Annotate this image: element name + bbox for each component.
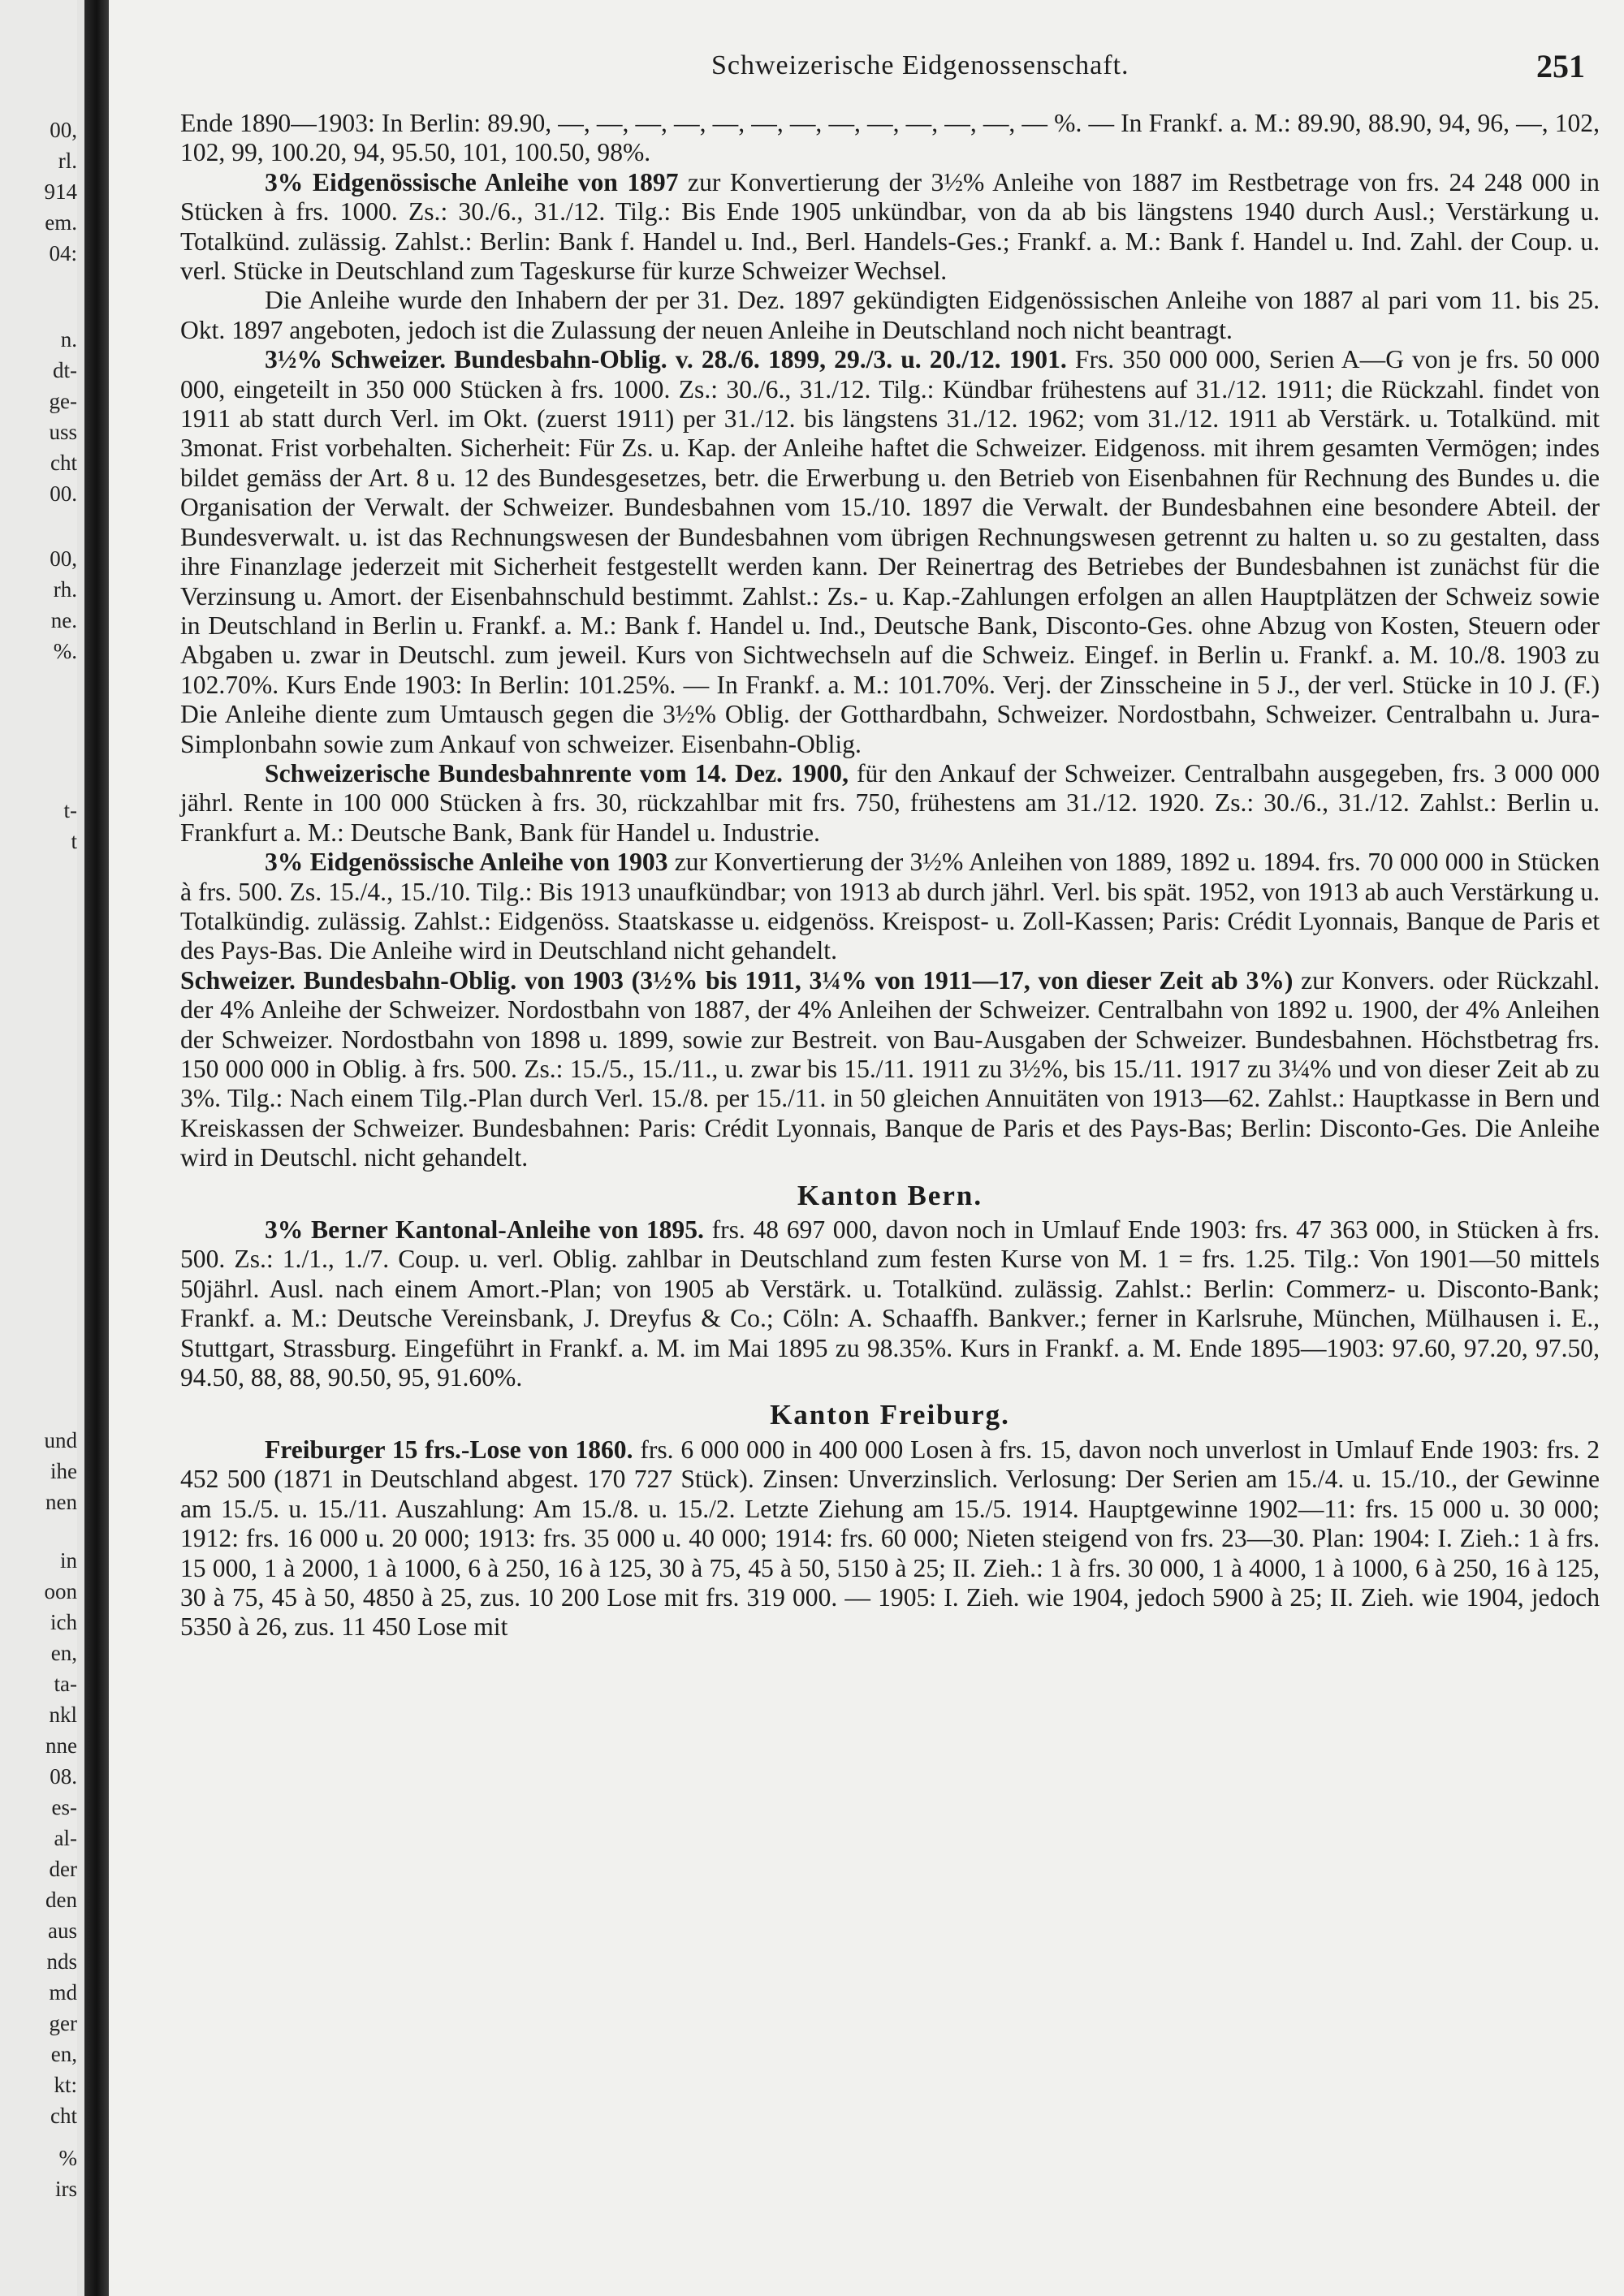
paragraph-bundesbahn-oblig-1903: Schweizer. Bundesbahn-Oblig. von 1903 (3½% bis 1911, 3¼% von 1911—17, von dieser Zeit ab 3%) zur Konvers. oder Rückzahl. der 4% Anleihe der Schweizer. Nordostbahn von 1887, der 4% Anleihen der Schweizer. Centralbahn von 1892 u. 1900, der 4% Anleihen der Schweizer. Nordostbahn von 1898 u. 1899, sowie zur Bestreit. von Bau-Ausgaben der Schweizer. Bundesbahnen. Höchstbetrag frs. 150 000 000 in Oblig. à frs. 500. Zs.: 15./5., 15./11., u. zwar bis 15./11. 1911 zu 3½%, bis 15./11. 1917 zu 3¼% und von dieser Zeit ab zu 3%. Tilg.: Nach einem Tilg.-Plan durch Verl. 15./8. per 15./11. in 50 gleichen Annuitäten von 1913—62. Zahlst.: Hauptkasse in Bern und Kreiskassen der Schweizer. Bundesbahnen: Paris: Crédit Lyonnais, Banque de Paris et des Pays-Bas; Berlin: Disconto-Ges. Die Anleihe wird in Deutschl. nicht gehandelt. xyxy=(180,965,1600,1172)
margin-fragment: en, xyxy=(50,2042,77,2066)
margin-fragment: nen xyxy=(45,1490,77,1514)
paragraph-kurs-1890-1903: Ende 1890—1903: In Berlin: 89.90, —, —, —, —, —, —, —, —, —, —, —, —, — %. — In Frankf. a. M.: 89.90, 88.90, 94, 96, —, 102, 102, 99, 100.20, 94, 95.50, 101, 100.50, 98%. xyxy=(180,109,1600,167)
margin-fragment: 00. xyxy=(50,481,77,506)
margin-fragment: %. xyxy=(53,639,77,663)
margin-fragment: 00, xyxy=(50,546,77,571)
book-page xyxy=(109,0,1624,2296)
margin-fragment: irs xyxy=(55,2177,77,2201)
margin-fragment: n. xyxy=(60,327,77,352)
margin-fragment: md xyxy=(49,1980,77,2005)
margin-fragment: aus xyxy=(48,1918,77,1943)
section-heading-bern: Kanton Bern. xyxy=(797,1179,983,1211)
margin-fragment: t- xyxy=(63,798,77,822)
margin-fragment: den xyxy=(45,1888,77,1912)
margin-fragment: ihe xyxy=(50,1459,77,1483)
margin-fragment: % xyxy=(58,2146,77,2170)
paragraph-freiburger-lose-1860: Freiburger 15 frs.-Lose von 1860. frs. 6 000 000 in 400 000 Losen à frs. 15, davon noch unverlost in Umlauf Ende 1903: frs. 2 452 500 (1871 in Deutschland abgest. 170 727 Stück). Zinsen: Unverzinslich. Verlosung: Der Serien am 15./4. u. 15./10., der Gewinne am 15./5. u. 15./11. Auszahlung: Am 15./8. u. 15./2. Letzte Ziehung am 15./5. 1914. Hauptgewinne 1902—11: frs. 15 000 u. 30 000; 1912: frs. 16 000 u. 20 000; 1913: frs. 35 000 u. 40 000; 1914: frs. 60 000; Nieten steigend von frs. 23—30. Plan: 1904: I. Zieh.: 1 à frs. 15 000, 1 à 2000, 1 à 1000, 6 à 250, 16 à 125, 30 à 75, 45 à 50, 5150 à 25; II. Zieh.: 1 à frs. 30 000, 1 à 4000, 1 à 1000, 6 à 250, 16 à 125, 30 à 75, 45 à 50, 4850 à 25, zus. 10 200 Lose mit frs. 319 000. — 1905: I. Zieh. wie 1904, jedoch 5900 à 25; II. Zieh. wie 1904, jedoch 5350 à 26, zus. 11 450 Lose mit xyxy=(180,1435,1600,1642)
margin-fragment: in xyxy=(59,1548,77,1573)
margin-fragment: cht xyxy=(50,2104,77,2128)
paragraph-anleihe-1903: 3% Eidgenössische Anleihe von 1903 zur Konvertierung der 3½% Anleihen von 1889, 1892 u. 1894. frs. 70 000 000 in Stücken à frs. 500. Zs. 15./4., 15./10. Tilg.: Bis 1913 unaufkündbar; von 1913 ab durch jährl. Verl. bis spät. 1952, von 1913 ab auch Verstärkung u. Totalkündig. zulässig. Zahlst.: Eidgenöss. Staatskasse u. eidgenöss. Kreispost- u. Zoll-Kassen; Paris: Crédit Lyonnais, Banque de Paris et des Pays-Bas. Die Anleihe wird in Deutschland nicht gehandelt. xyxy=(180,848,1600,965)
book-binding-shadow xyxy=(84,0,109,2296)
paragraph-berner-anleihe-1895: 3% Berner Kantonal-Anleihe von 1895. frs. 48 697 000, davon noch in Umlauf Ende 1903: frs. 47 363 000, in Stücken à frs. 500. Zs.: 1./1., 1./7. Coup. u. verl. Oblig. zahlbar in Deutschland zum festen Kurse von M. 1 = frs. 1.25. Tilg.: Von 1901—50 mittels 50jährl. Ausl. nach einem Amort.-Plan; von 1905 ab Verstärk. u. Totalkünd. zulässig. Zahlst.: Berlin: Commerz- u. Disconto-Bank; Frankf. a. M.: Deutsche Vereinsbank, J. Dreyfus & Co.; Cöln: A. Schaaffh. Bankver.; ferner in Karlsruhe, München, Mülhausen i. E., Stuttgart, Strassburg. Eingeführt in Frankf. a. M. im Mai 1895 zu 98.35%. Kurs in Frankf. a. M. Ende 1895—1903: 97.60, 97.20, 97.50, 94.50, 88, 88, 90.50, 95, 91.60%. xyxy=(180,1215,1600,1392)
margin-fragment: nkl xyxy=(49,1703,77,1727)
section-heading-freiburg: Kanton Freiburg. xyxy=(770,1399,1010,1431)
margin-fragment: t xyxy=(71,829,77,853)
paragraph-anleihe-1897-note: Die Anleihe wurde den Inhabern der per 31. Dez. 1897 gekündigten Eidgenössischen Anleihe von 1887 al pari vom 11. bis 25. Okt. 1897 angeboten, jedoch ist die Zulassung der neuen Anleihe in Deutschland noch nicht beantragt. xyxy=(180,286,1600,344)
margin-fragment: kt: xyxy=(54,2073,77,2097)
margin-fragment: und xyxy=(44,1428,77,1452)
margin-fragment: ta- xyxy=(54,1672,77,1696)
margin-fragment: uss xyxy=(49,420,77,444)
margin-fragment: nne xyxy=(45,1733,77,1758)
margin-fragment: ge- xyxy=(49,389,77,413)
paragraph-anleihe-1897: 3% Eidgenössische Anleihe von 1897 zur Konvertierung der 3½% Anleihe von 1887 im Restbetrage von frs. 24 248 000 in Stücken à frs. 1000. Zs.: 30./6., 31./12. Tilg.: Bis Ende 1905 unkündbar, von da ab bis längstens 1940 durch Ausl.; Verstärkung u. Totalkünd. zulässig. Zahlst.: Berlin: Bank f. Handel u. Ind., Berl. Handels-Ges.; Frankf. a. M.: Bank f. Handel u. Ind. Zahl. der Coup. u. verl. Stücke in Deutschland zum Tageskurse für kurze Schweizer Wechsel. xyxy=(180,167,1600,286)
paragraph-bundesbahn-oblig-1899: 3½% Schweizer. Bundesbahn-Oblig. v. 28./6. 1899, 29./3. u. 20./12. 1901. Frs. 350 000 000, Serien A—G von je frs. 50 000 000, eingeteilt in 350 000 Stücken à frs. 1000. Zs.: 30./6., 31./12. Tilg.: Kündbar frühestens auf 31./12. 1911; die Rückzahl. findet von 1911 ab statt durch Verl. im Okt. (zuerst 1911) per 31./12. bis längstens 31./12. 1962; vom 31./12. 1911 ab Verstärk. u. Totalkünd. mit 3monat. Frist vorbehalten. Sicherheit: Für Zs. u. Kap. der Anleihe haftet die Schweizer. Eidgenoss. mit ihrem gesamten Vermögen; indes bildet gemäss der Art. 8 u. 12 des Bundesgesetzes, betr. die Erwerbung u. den Betrieb von Eisenbahnen für Rechnung des Bundes u. die Organisation der Verwalt. der Schweizer. Bundesbahnen vom 15./10. 1897 die Verwalt. der Bundesbahnen eine besondere Abteil. der Bundesverwalt. u. ist das Rechnungswesen der Bundesbahnen vom übrigen Rechnungswesen getrennt zu halten u. so zu gestalten, dass ihre Finanzlage jederzeit mit Sicherheit festgestellt werden kann. Der Reinertrag des Betriebes der Bundesbahnen ist zunächst für die Verzinsung u. Amort. der Eisenbahnschuld bestimmt. Zahlst.: Zs.- u. Kap.-Zahlungen erfolgen an allen Hauptplätzen der Schweiz sowie in Deutschland in Berlin u. Frankf. a. M.: Bank f. Handel u. Ind., Deutsche Bank, Disconto-Ges. ohne Abzug von Kosten, Steuern oder Abgaben u. zwar in Deutschl. zum jeweil. Kurs von Sichtwechseln auf die Schweiz. Eingef. in Berlin u. Frankf. a. M. 10./8. 1903 zu 102.70%. Kurs Ende 1903: In Berlin: 101.25%. — In Frankf. a. M.: 101.70%. Verj. der Zinsscheine in 5 J., der verl. Stücke in 10 J. (F.) Die Anleihe diente zum Umtausch gegen die 3½% Oblig. der Gotthardbahn, Schweizer. Nordostbahn, Schweizer. Centralbahn u. Jura-Simplonbahn sowie zum Ankauf von schweizer. Eisenbahn-Oblig. xyxy=(180,345,1600,758)
margin-fragment: 08. xyxy=(50,1764,77,1789)
page-number: 251 xyxy=(1536,48,1585,84)
margin-fragment: rh. xyxy=(53,577,77,602)
margin-fragment: rl. xyxy=(58,149,77,173)
margin-fragment: es- xyxy=(51,1795,77,1819)
margin-fragment: em. xyxy=(45,210,77,235)
margin-fragment: 00, xyxy=(50,118,77,142)
margin-fragment: oon xyxy=(44,1579,77,1603)
margin-fragment: ich xyxy=(50,1610,77,1634)
margin-fragment: dt- xyxy=(53,358,77,382)
margin-fragment: nds xyxy=(46,1949,77,1974)
margin-fragment: ger xyxy=(49,2011,77,2035)
previous-page-margin xyxy=(0,0,77,2296)
running-header: Schweizerische Eidgenossenschaft. xyxy=(711,50,1129,80)
margin-fragment: ne. xyxy=(50,608,77,632)
margin-fragment: al- xyxy=(54,1826,77,1850)
margin-fragment: cht xyxy=(50,451,77,475)
margin-fragment: 914 xyxy=(44,179,77,204)
page-body xyxy=(180,109,1600,1642)
paragraph-bundesbahnrente-1900: Schweizerische Bundesbahnrente vom 14. Dez. 1900, für den Ankauf der Schweizer. Centralbahn ausgegeben, frs. 3 000 000 jährl. Rente in 100 000 Stücken à frs. 30, rückzahlbar mit frs. 750, frühestens am 31./12. 1920. Zs.: 30./6., 31./12. Zahlst.: Berlin u. Frankfurt a. M.: Deutsche Bank, Bank für Handel u. Industrie. xyxy=(180,758,1600,847)
margin-fragment: en, xyxy=(50,1641,77,1665)
margin-fragment: 04: xyxy=(49,241,77,265)
margin-fragment: der xyxy=(49,1857,77,1881)
